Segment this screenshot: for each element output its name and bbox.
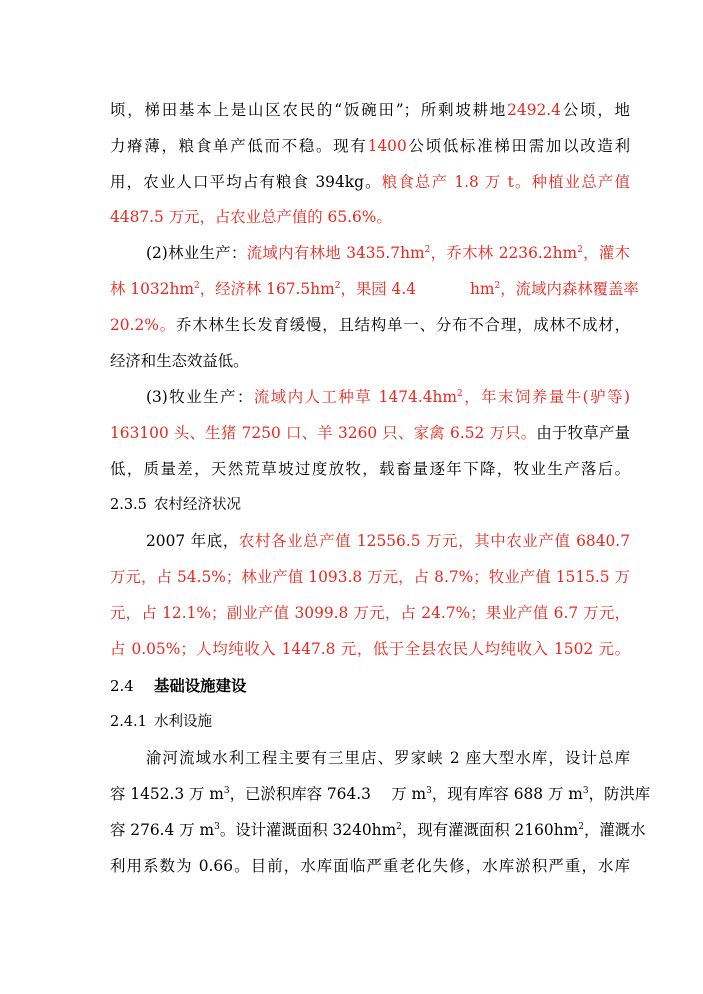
text-line: 占 0.05%；人均纯收入 1447.8 元，低于全县农民人均纯收入 1502 元。 bbox=[110, 640, 630, 658]
text-line: 容 276.4 万 $m^3$。设计灌溉面积 $3240hm^2$，现有灌溉面积 $2160hm^2$，灌溉水 bbox=[110, 821, 646, 839]
text-line: 低，质量差，天然荒草坡过度放牧，载畜量逐年下降，牧业生产落后。 bbox=[110, 460, 630, 478]
text-line: (2)林业生产：流域内有林地 $3435.7hm^2$，乔木林 $2236.2hm^2$，灌木 bbox=[146, 244, 630, 262]
text-line: 渝河流域水利工程主要有三里店、罗家峡 2 座大型水库，设计总库 bbox=[146, 749, 630, 767]
text-line: 4487.5 万元，占农业总产值的 65.6%。 bbox=[110, 208, 392, 226]
text-line: 顷，梯田基本上是山区农民的“饭碗田”；所剩坡耕地2492.4公顷，地 bbox=[110, 101, 630, 119]
section-heading-2-3-5: 2.3.5 农村经济状况 bbox=[110, 497, 241, 513]
text-line: 经济和生态效益低。 bbox=[110, 352, 249, 370]
text-line: 力瘠薄，粮食单产低而不稳。现有1400公顷低标准梯田需加以改造利 bbox=[110, 137, 630, 155]
text-line: 林 $1032hm^2$，经济林 $167.5hm^2$，果园 4.4 $hm^2$，流域内森林覆盖率 bbox=[110, 280, 639, 298]
text-line: (3)牧业生产：流域内人工种草 $1474.4hm^2$，年末饲养量牛(驴等) bbox=[146, 388, 630, 406]
text-line: 万元，占 54.5%；林业产值 1093.8 万元，占 8.7%；牧业产值 1515.5 万 bbox=[110, 568, 630, 586]
section-heading-2-4-1: 2.4.1 水利设施 bbox=[110, 714, 212, 730]
text-line: 163100 头、生猪 7250 口、羊 3260 只、家禽 6.52 万只。由于牧草产量 bbox=[110, 424, 630, 442]
text-line: 元，占 12.1%；副业产值 3099.8 万元，占 24.7%；果业产值 6.7 万元， bbox=[110, 604, 630, 622]
text-line: 20.2%。乔木林生长发育缓慢，且结构单一、分布不合理，成林不成材， bbox=[110, 316, 630, 334]
text-line: 容 1452.3 万 $m^3$，已淤积库容 764.3 万 $m^3$，现有库容 688 万 $m^3$，防洪库 bbox=[110, 785, 651, 803]
section-heading-2-4: 2.4 基础设施建设 bbox=[110, 677, 247, 695]
text-line: 利用系数为 0.66。目前，水库面临严重老化失修，水库淤积严重，水库 bbox=[110, 857, 630, 875]
text-line: 2007 年底，农村各业总产值 12556.5 万元，其中农业产值 6840.7 bbox=[146, 532, 630, 550]
text-line: 用，农业人口平均占有粮食 394kg。粮食总产 1.8 万 t。种植业总产值 bbox=[110, 173, 630, 191]
